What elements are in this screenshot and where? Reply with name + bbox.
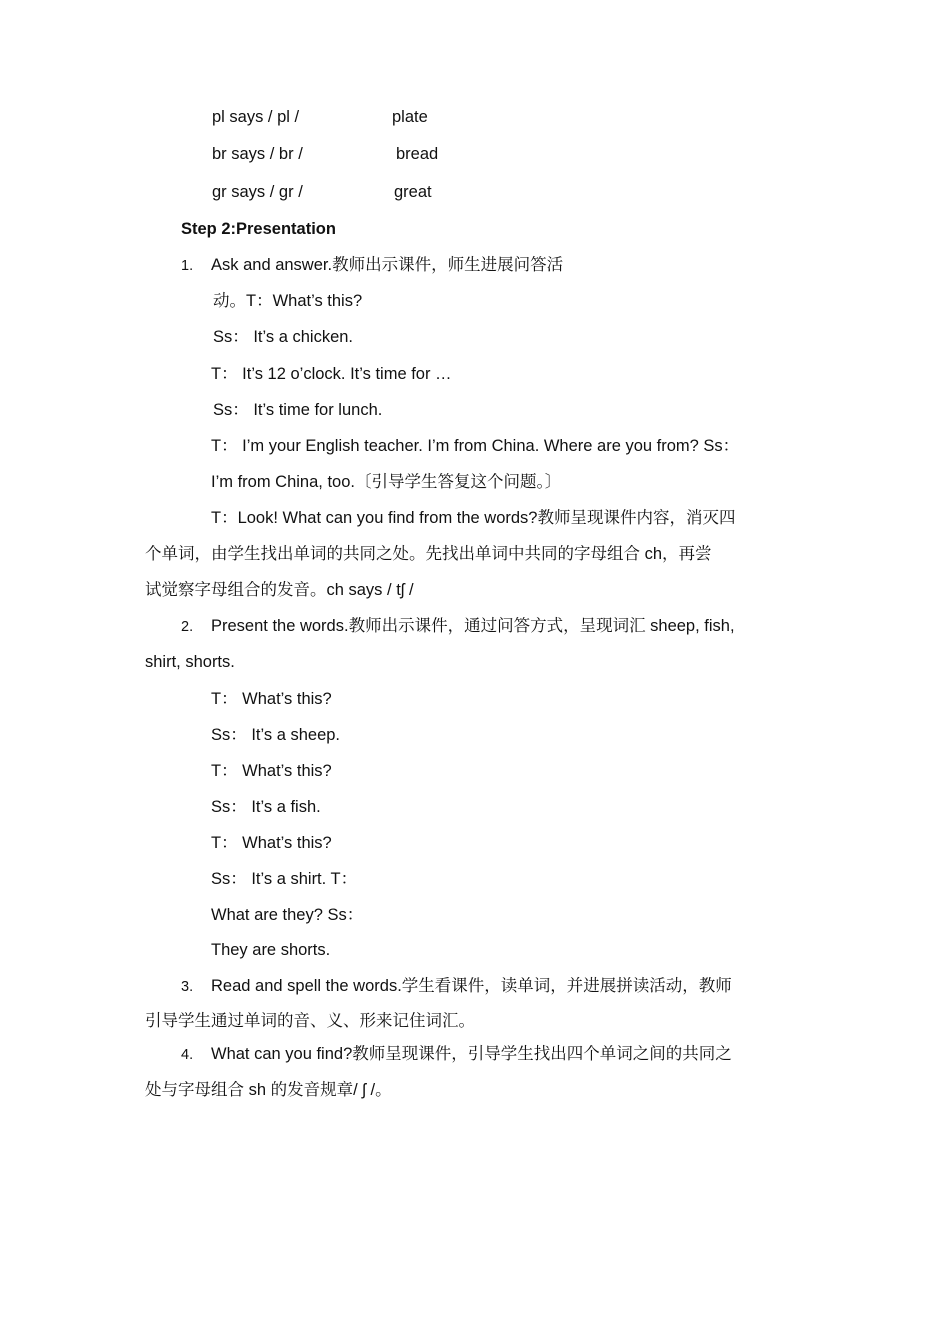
list-number: 3. [181,979,194,995]
dialogue-line: Ss： It’s time for lunch. [213,401,383,419]
paragraph-line: 引导学生通过单词的音、义、形来记住词汇。 [145,1012,475,1030]
dialogue-line: I’m from China, too.〔引导学生答复这个问题。〕 [211,473,562,491]
dialogue-line: T： It’s 12 o’clock. It’s time for … [211,365,452,383]
dialogue-line: T： I’m your English teacher. I’m from China. Where are you from? Ss： [211,437,740,455]
phonics-rule: pl says / pl / [212,108,300,126]
list-number: 1. [181,258,194,274]
item3-text: Read and spell the words.学生看课件，读单词，并进展拼读活动，教师 [211,977,732,995]
dialogue-line: T： What’s this? [211,834,332,852]
dialogue-line: T： What’s this? [211,762,332,780]
phonics-word: plate [392,108,428,126]
dialogue-line: They are shorts. [211,941,331,959]
list-number: 2. [181,619,194,635]
phonics-word: great [394,183,432,201]
dialogue-line: 动。T：What’s this? [213,292,363,310]
dialogue-line: Ss： It’s a sheep. [211,726,341,744]
dialogue-line: T：Look! What can you find from the words?教师呈现课件内容，消灭四 [211,509,736,527]
dialogue-line: What are they? Ss： [211,906,364,924]
step-heading: Step 2:Presentation [181,220,336,238]
phonics-rule: gr says / gr / [212,183,303,201]
paragraph-line: shirt, shorts. [145,653,235,671]
phonics-word: bread [396,145,439,163]
item1-text: Ask and answer.教师出示课件，师生进展问答活 [211,256,564,274]
item2-text: Present the words.教师出示课件，通过问答方式，呈现词汇 sheep, fish, [211,617,735,635]
dialogue-line: Ss： It’s a fish. [211,798,321,816]
paragraph-line: 试觉察字母组合的发音。ch says / tʃ / [145,581,414,599]
dialogue-line: Ss： It’s a chicken. [213,328,354,346]
paragraph-line: 个单词，由学生找出单词的共同之处。先找出单词中共同的字母组合 ch，再尝 [145,545,712,563]
dialogue-line: Ss： It’s a shirt. T： [211,870,358,888]
dialogue-line: T： What’s this? [211,690,332,708]
list-number: 4. [181,1047,194,1063]
item4-text: What can you find?教师呈现课件，引导学生找出四个单词之间的共同之 [211,1045,732,1063]
paragraph-line: 处与字母组合 sh 的发音规章/ ʃ /。 [145,1081,392,1099]
phonics-rule: br says / br / [212,145,303,163]
